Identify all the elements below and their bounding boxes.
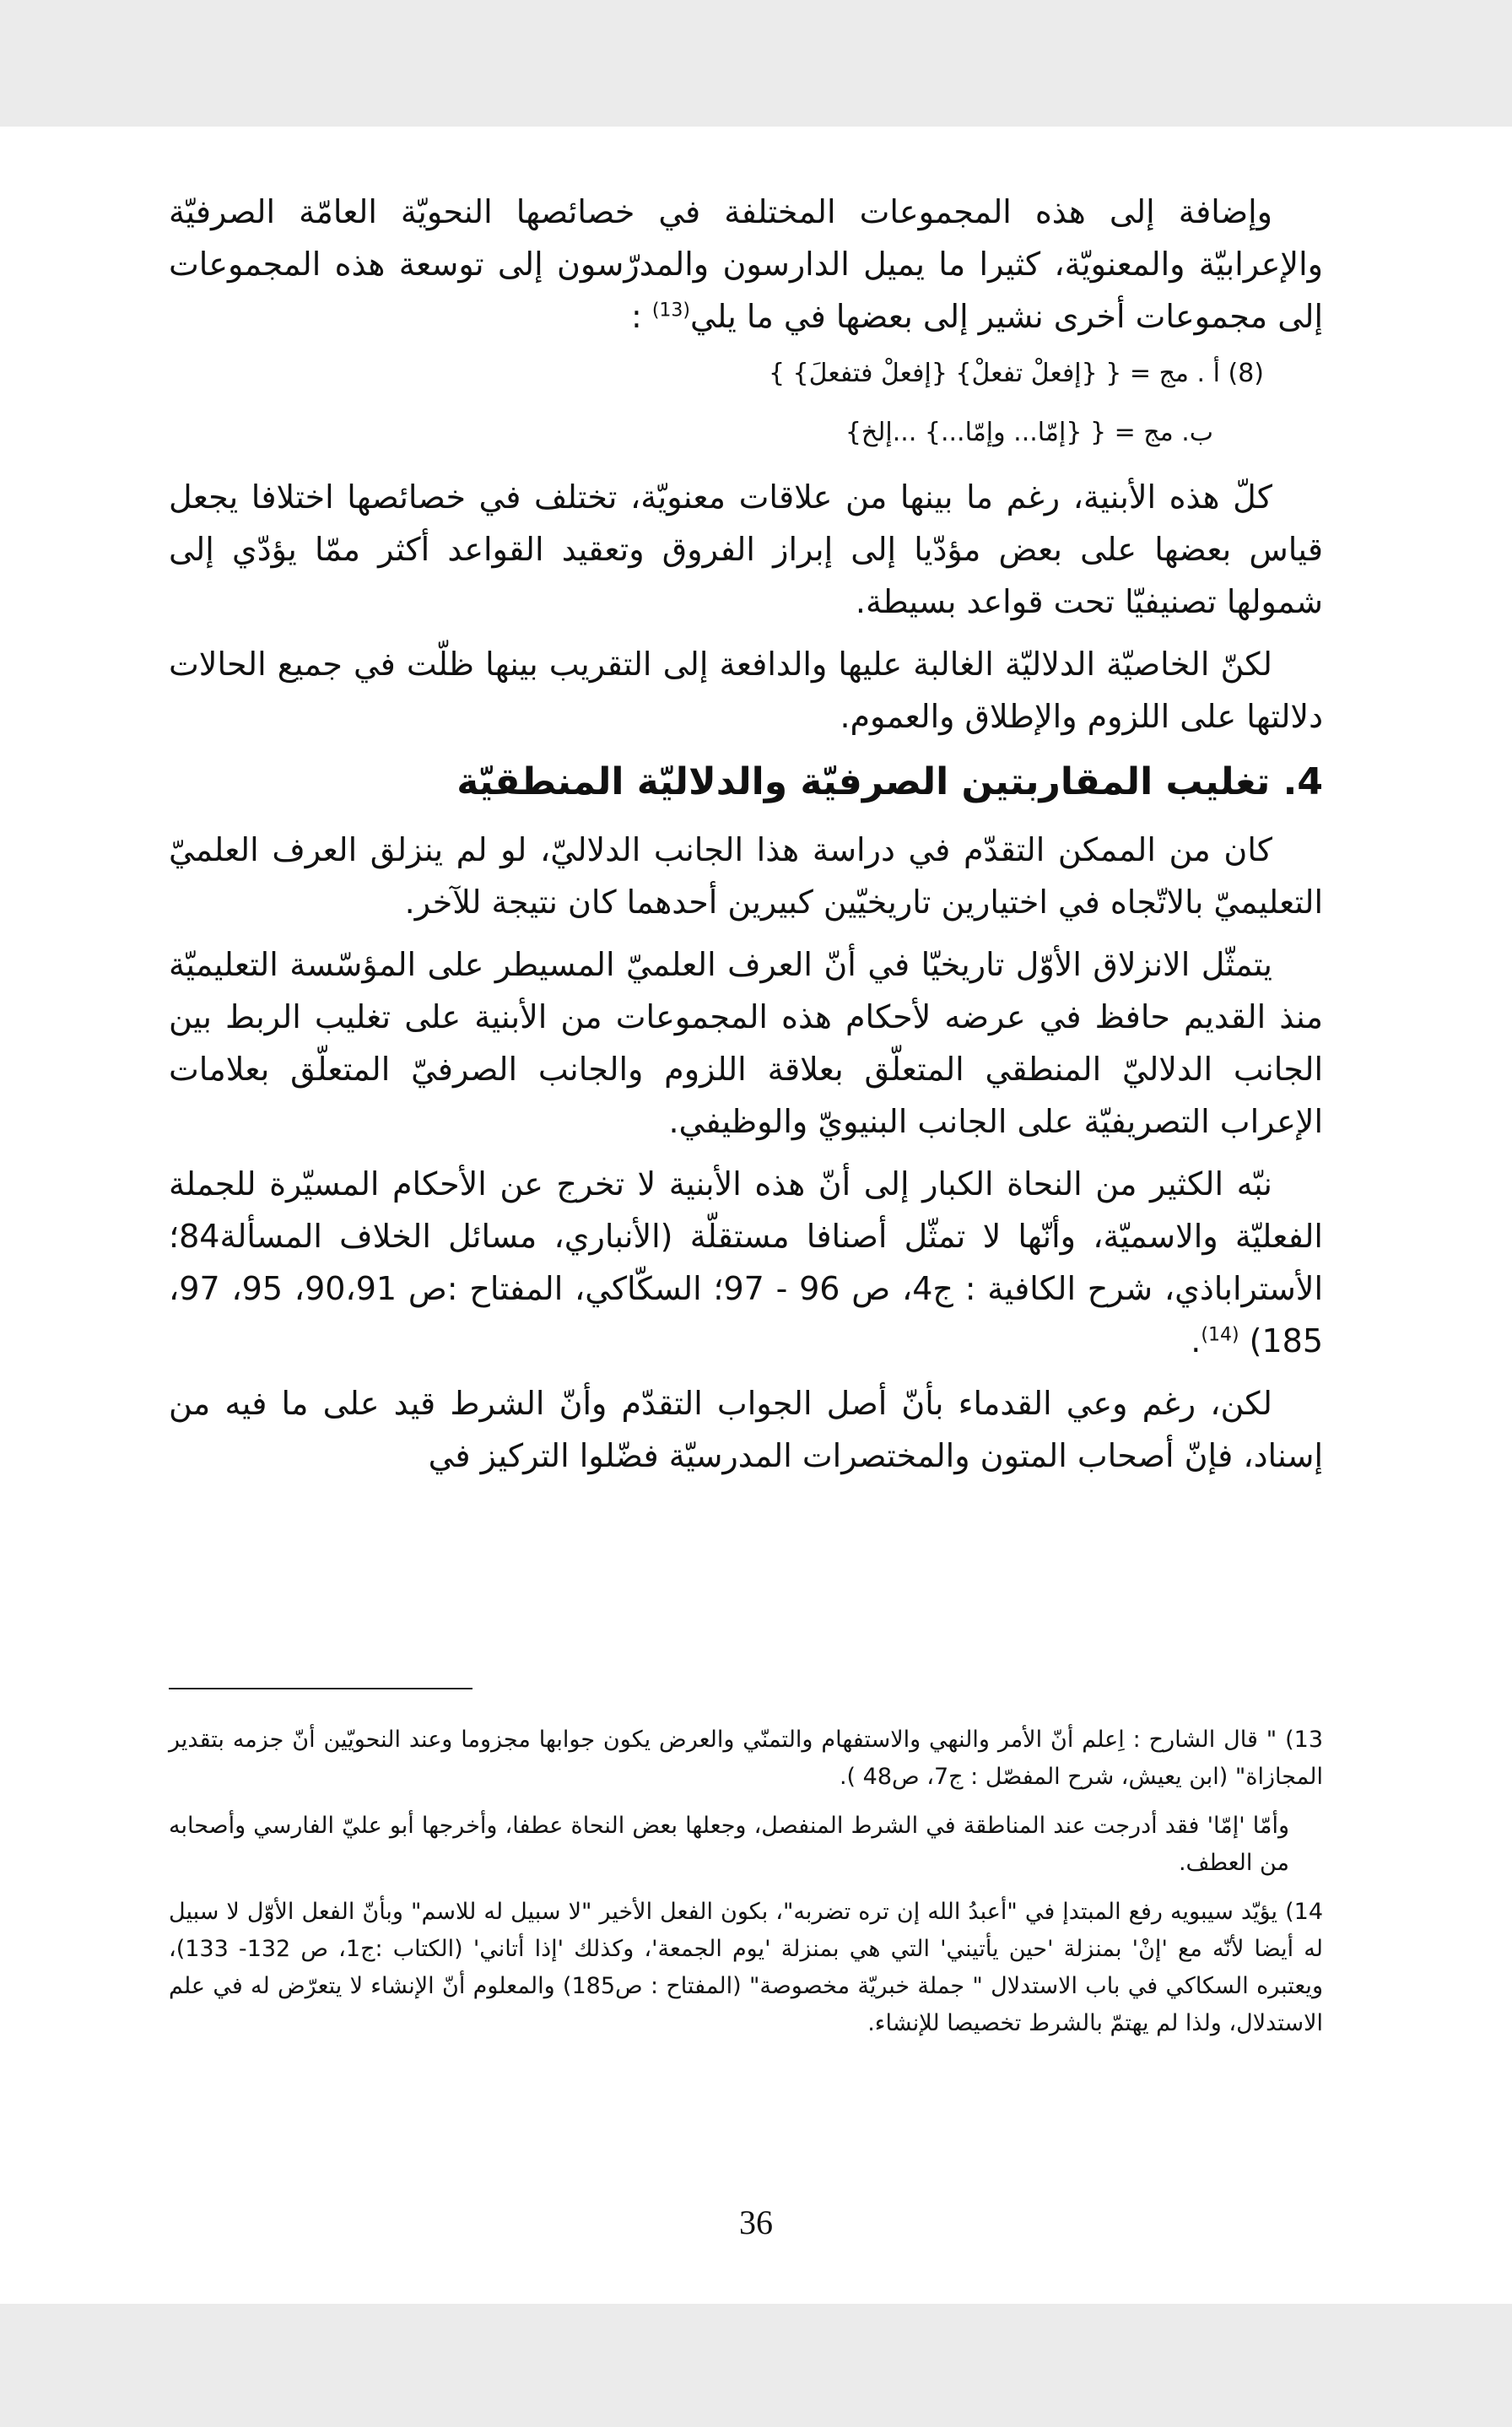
paragraph-1-end: : <box>630 298 652 335</box>
paragraph-6-end: . <box>1191 1322 1202 1359</box>
paragraph-2: كلّ هذه الأبنية، رغم ما بينها من علاقات معنويّة، تختلف في خصائصها اختلافا يجعل قياس بعضها على بعض مؤدّيا إلى إبراز الفروق وتعقيد القواعد أكثر ممّا يؤدّي إلى شمولها تصنيفيّا تحت قواعد بسيطة. <box>169 478 1323 620</box>
footnote-ref-13: (13) <box>651 300 691 322</box>
paragraph-1 <box>169 186 1323 343</box>
paragraph-1-text: وإضافة إلى هذه المجموعات المختلفة في خصائصها النحويّة العامّة الصرفيّة والإعرابيّة والمعنويّة، كثيرا ما يميل الدارسون والمدرّسون إلى توسعة هذه المجموعات إلى مجموعات أخرى نشير إلى بعضها في ما يلي <box>169 193 1323 335</box>
paragraph-7: لكن، رغم وعي القدماء بأنّ أصل الجواب التقدّم وأنّ الشرط قيد على ما فيه من إسناد، فإنّ أصحاب المتون والمختصرات المدرسيّة فضّلوا التركيز في <box>169 1385 1323 1474</box>
paragraph-4: كان من الممكن التقدّم في دراسة هذا الجانب الدلاليّ، لو لم ينزلق العرف العلميّ التعليميّ بالاتّجاه في اختيارين تاريخيّين كبيرين أحدهما كان نتيجة للآخر. <box>169 831 1323 921</box>
footnote-separator <box>169 1688 472 1689</box>
page-number: 36 <box>739 2203 773 2241</box>
footnote-13: 13) " قال الشارح : اِعلم أنّ الأمر والنهي والاستفهام والتمنّي والعرض يكون جوابها مجزوما وعند النحويّين أنّ جزمه بتقدير المجازاة" (ابن يعيش، شرح المفصّل : ج7، ص48 ). <box>169 1727 1323 1790</box>
footnote-ref-14: (14) <box>1201 1324 1239 1346</box>
example-8b: ب. مج = { {إمّا... وإمّا...} ...إلخ} <box>845 418 1213 447</box>
main-text <box>169 186 1323 1492</box>
paragraph-5: يتمثّل الانزلاق الأوّل تاريخيّا في أنّ العرف العلميّ المسيطر على المؤسّسة التعليميّة منذ القديم حافظ في عرضه لأحكام هذه المجموعات من الأبنية على تغليب الربط بين الجانب الدلاليّ المنطقي المتعلّق بعلاقة اللزوم والجانب الصرفيّ المتعلّق بعلامات الإعراب التصريفيّة على الجانب البنيويّ والوظيفي. <box>169 946 1323 1140</box>
example-8a: (8) أ . مج = { {إفعلْ تفعلْ} {إفعلْ فتفعلَ} } <box>768 359 1264 388</box>
footnote-14: 14) يؤيّد سيبويه رفع المبتدإ في "أعبدُ الله إن تره تضربه"، بكون الفعل الأخير "لا سبيل له للاسم" وبأنّ الفعل الأوّل لا سبيل له أيضا لأنّه مع 'إنْ' بمنزلة 'حين يأتيني' التي هي بمنزلة 'يوم الجمعة'، وكذلك 'إذا أتاني' (الكتاب :ج1، ص 132- 133)، ويعتبره السكاكي في باب الاستدلال " جملة خبريّة مخصوصة" (المفتاح : ص185) والمعلوم أنّ الإنشاء لا يتعرّض له في علم الاستدلال، ولذا لم يهتمّ بالشرط تخصيصا للإنشاء. <box>169 1899 1323 2036</box>
paragraph-6 <box>169 1158 1323 1367</box>
footnote-list <box>169 1722 1323 2054</box>
document-page <box>0 127 1512 2304</box>
footnote-13-continued: وأمّا 'إمّا' فقد أدرجت عند المناطقة في الشرط المنفصل، وجعلها بعض النحاة عطفا، وأخرجها أبو عليّ الفارسي وأصحابه من العطف. <box>169 1813 1289 1876</box>
paragraph-3: لكنّ الخاصيّة الدلاليّة الغالبة عليها والدافعة إلى التقريب بينها ظلّت في جميع الحالات دلالتها على اللزوم والإطلاق والعموم. <box>169 646 1323 735</box>
section-heading: 4. تغليب المقاربتين الصرفيّة والدلاليّة المنطقيّة <box>456 760 1323 803</box>
paragraph-6-text: نبّه الكثير من النحاة الكبار إلى أنّ هذه الأبنية لا تخرج عن الأحكام المسيّرة للجملة الفعليّة والاسميّة، وأنّها لا تمثّل أصنافا مستقلّة (الأنباري، مسائل الخلاف المسألة84؛ الأستراباذي، شرح الكافية : ج4، ص 96 - 97؛ السكّاكي، المفتاح :ص 90،91، 95، 97، 185) <box>169 1165 1324 1359</box>
